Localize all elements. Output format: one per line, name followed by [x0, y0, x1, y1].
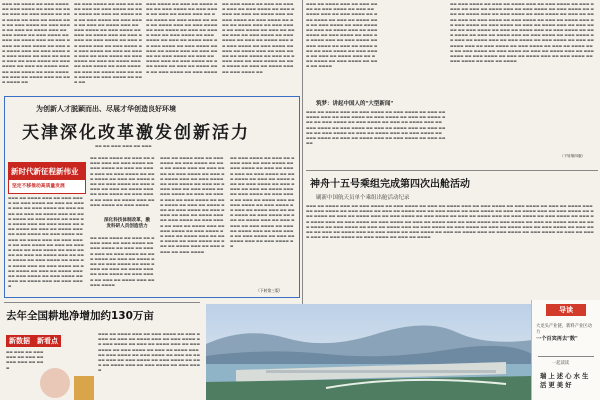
feature-text: ▬▬ ▬▬▬ ▬▬▬▬ ▬▬ ▬▬▬ ▬▬ ▬▬▬▬ ▬▬▬ ▬▬ ▬▬▬ ▬▬▬▬ ▬▬ ▬▬▬ ▬▬▬▬ ▬▬ ▬▬▬ ▬▬ ▬▬▬▬ ▬▬▬ ▬▬ ▬▬▬ ▬▬▬▬ ▬▬ ▬▬▬ ▬▬▬▬ ▬▬ ▬▬▬ ▬▬ ▬▬▬▬ ▬▬▬ ▬▬ ▬▬▬ ▬▬▬▬ ▬▬ ▬▬▬ ▬▬▬▬ ▬▬ ▬▬▬ ▬▬ ▬▬▬▬ ▬▬▬ ▬▬ ▬▬▬ ▬▬▬▬ ▬▬ ▬▬▬ ▬▬▬▬ ▬▬ ▬▬▬ ▬▬ ▬▬▬▬ ▬▬▬ ▬▬ ▬▬▬ ▬▬▬▬ ▬▬ ▬▬▬ ▬▬▬▬ ▬▬ ▬▬▬ ▬▬ ▬▬▬▬ ▬▬▬ ▬▬ ▬▬▬ ▬▬▬▬ ▬▬ ▬▬▬ ▬▬▬▬ ▬▬ ▬▬▬ ▬▬ ▬▬▬▬ ▬▬▬ ▬▬ ▬▬▬ ▬▬▬▬ ▬▬ ▬▬▬ ▬▬▬▬ ▬▬ ▬▬▬ ▬▬ ▬▬▬▬ ▬▬▬ ▬▬ ▬▬▬ ▬▬▬▬ ▬▬ ▬▬▬ ▬▬▬▬ ▬▬ ▬▬▬ ▬▬ ▬▬▬▬ ▬▬▬ ▬▬ ▬▬▬ ▬▬▬▬ ▬▬ — [230, 156, 295, 249]
feature-kicker: 为创新人才脱颖而出、尽展才华创造良好环境 — [36, 104, 176, 113]
caption: （下转第四版） — [560, 154, 586, 158]
feature-text: ▬▬▬ ▬▬ ▬▬▬▬ ▬▬▬ ▬▬ ▬▬▬ ▬▬▬▬ ▬▬ ▬▬▬ ▬▬▬▬ ▬▬ ▬▬▬ ▬▬ ▬▬▬▬ ▬▬▬ ▬▬ ▬▬▬ ▬▬▬▬ ▬▬ ▬▬▬ ▬▬▬▬ ▬▬ ▬▬▬ ▬▬ ▬▬▬▬ ▬▬▬ ▬▬ ▬▬▬ ▬▬▬▬ ▬▬ ▬▬▬ ▬▬▬▬ ▬▬ ▬▬▬ ▬▬ ▬▬▬▬ ▬▬▬ ▬▬ ▬▬▬ ▬▬▬▬ ▬▬ ▬▬▬ ▬▬▬▬ ▬▬ ▬▬▬ ▬▬ ▬▬▬▬ ▬▬▬ ▬▬ ▬▬▬ ▬▬▬▬ ▬▬ ▬▬▬ ▬▬▬▬ ▬▬ ▬▬▬ ▬▬ ▬▬▬▬ ▬▬▬ ▬▬ ▬▬▬ ▬▬▬▬ ▬▬ ▬▬▬ ▬▬▬▬ ▬▬ ▬▬▬ ▬▬ ▬▬▬▬ ▬▬▬ ▬▬ ▬▬▬ ▬▬▬▬ ▬▬ ▬▬▬ ▬▬▬▬ ▬▬ ▬▬▬ ▬▬ ▬▬▬▬ ▬▬▬ ▬▬ ▬▬▬ ▬▬▬▬ ▬▬ ▬▬▬ ▬▬▬▬ ▬▬ ▬▬▬ ▬▬ ▬▬▬▬ ▬▬▬ ▬▬ ▬▬▬ ▬▬▬▬ ▬▬ ▬▬▬ ▬▬▬▬ ▬▬ ▬▬▬ ▬▬ ▬▬▬▬ ▬▬▬ ▬▬ ▬▬▬ ▬▬▬▬ ▬▬ ▬▬▬ ▬▬▬▬ — [160, 156, 225, 254]
farmland-text: ▬▬▬ ▬▬ ▬▬▬▬ ▬▬▬ ▬▬ ▬▬▬ ▬▬▬▬ ▬▬ ▬▬▬ ▬▬▬▬ ▬▬ ▬▬▬ ▬▬ ▬▬▬▬ ▬▬▬ ▬▬ ▬▬▬ ▬▬▬▬ ▬▬ ▬▬▬ ▬▬▬▬ ▬▬ ▬▬▬ ▬▬ ▬▬▬▬ ▬▬▬ ▬▬ ▬▬▬ ▬▬▬▬ ▬▬ ▬▬▬ ▬▬▬▬ ▬▬ ▬▬▬ ▬▬ ▬▬▬▬ ▬▬▬ ▬▬ ▬▬▬ ▬▬▬▬ ▬▬ ▬▬▬ ▬▬▬▬ ▬▬ ▬▬▬ ▬▬ ▬▬▬▬ ▬▬▬ ▬▬ ▬▬▬ ▬▬▬▬ ▬▬ ▬▬▬ ▬▬▬▬ ▬▬ ▬▬▬ ▬▬ ▬▬▬▬ ▬▬▬ ▬▬ ▬▬▬ ▬▬▬▬ ▬▬ ▬▬▬ ▬▬▬▬ — [98, 332, 200, 373]
text-column: ▬▬ ▬▬▬ ▬▬▬▬ ▬▬ ▬▬▬ ▬▬ ▬▬▬▬ ▬▬▬ ▬▬ ▬▬▬ ▬▬▬▬ ▬▬ ▬▬▬ ▬▬▬▬ ▬▬ ▬▬▬ ▬▬ ▬▬▬▬ ▬▬▬ ▬▬ ▬▬▬ ▬▬▬▬ ▬▬ ▬▬▬ ▬▬▬▬ ▬▬ ▬▬▬ ▬▬ ▬▬▬▬ ▬▬▬ ▬▬ ▬▬▬ ▬▬▬▬ ▬▬ ▬▬▬ ▬▬▬▬ ▬▬ ▬▬▬ ▬▬ ▬▬▬▬ ▬▬▬ ▬▬ ▬▬▬ ▬▬▬▬ ▬▬ ▬▬▬ ▬▬▬▬ ▬▬ ▬▬▬ ▬▬ ▬▬▬▬ ▬▬▬ ▬▬ ▬▬▬ ▬▬▬▬ ▬▬ ▬▬▬ ▬▬▬▬ ▬▬ ▬▬▬ ▬▬ ▬▬▬▬ ▬▬▬ ▬▬ ▬▬▬ ▬▬▬▬ ▬▬ ▬▬▬ ▬▬▬▬ ▬▬ ▬▬▬ ▬▬ ▬▬▬▬ ▬▬▬ ▬▬ ▬▬▬ ▬▬▬▬ ▬▬ ▬▬▬ ▬▬▬▬ ▬▬ ▬▬▬ ▬▬ ▬▬▬▬ ▬▬▬ ▬▬ ▬▬▬ ▬▬▬▬ ▬▬ — [222, 2, 295, 74]
feature-text: ▬▬▬ ▬▬ ▬▬▬▬ ▬▬▬ ▬▬ ▬▬▬ ▬▬▬▬ ▬▬ ▬▬▬ ▬▬▬▬ ▬▬ ▬▬▬ ▬▬ ▬▬▬▬ ▬▬▬ ▬▬ ▬▬▬ ▬▬▬▬ ▬▬ ▬▬▬ ▬▬▬▬ ▬▬ ▬▬▬ ▬▬ ▬▬▬▬ ▬▬▬ ▬▬ ▬▬▬ ▬▬▬▬ ▬▬ ▬▬▬ ▬▬▬▬ ▬▬ ▬▬▬ ▬▬ ▬▬▬▬ ▬▬▬ ▬▬ ▬▬▬ ▬▬▬▬ ▬▬ ▬▬▬ ▬▬▬▬ ▬▬ ▬▬▬ ▬▬ ▬▬▬▬ ▬▬▬ ▬▬ ▬▬▬ ▬▬▬▬ ▬▬ ▬▬▬ ▬▬▬▬ ▬▬ ▬▬▬ ▬▬ ▬▬▬▬ ▬▬▬ ▬▬ ▬▬▬ ▬▬▬▬ ▬▬ ▬▬▬ ▬▬▬▬ ▬▬ ▬▬▬ ▬▬ ▬▬▬▬ ▬▬▬ ▬▬ ▬▬▬ ▬▬▬▬ ▬▬ ▬▬▬ ▬▬▬▬ ▬▬ ▬▬▬ ▬▬ ▬▬▬▬ ▬▬▬ ▬▬ ▬▬▬ ▬▬▬▬ ▬▬ ▬▬▬ ▬▬▬▬ ▬▬ ▬▬▬ ▬▬ ▬▬▬▬ ▬▬▬ ▬▬ ▬▬▬ ▬▬▬▬ ▬▬ ▬▬▬ ▬▬▬▬ ▬▬ ▬▬▬ ▬▬ ▬▬▬▬ ▬▬▬ ▬▬ ▬▬▬ ▬▬▬▬ ▬▬ ▬▬▬ ▬▬▬▬ ▬▬ ▬▬▬ ▬▬ ▬▬▬▬ ▬▬▬ ▬▬ ▬▬▬ ▬▬▬▬ — [8, 196, 84, 289]
infographic-bar — [74, 376, 94, 400]
dam-photo — [206, 304, 532, 400]
guide-item[interactable]: 瑞上述心水生活更美好 — [540, 372, 591, 389]
text-column: ▬▬ ▬▬▬ ▬▬▬▬ ▬▬ ▬▬▬ ▬▬ ▬▬▬▬ ▬▬▬ ▬▬ ▬▬▬ ▬▬▬▬ ▬▬ ▬▬▬ ▬▬▬▬ ▬▬ ▬▬▬ ▬▬ ▬▬▬▬ ▬▬▬ ▬▬ ▬▬▬ ▬▬▬▬ ▬▬ ▬▬▬ ▬▬▬▬ ▬▬ ▬▬▬ ▬▬ ▬▬▬▬ ▬▬▬ ▬▬ ▬▬▬ ▬▬▬▬ ▬▬ ▬▬▬ ▬▬▬▬ ▬▬ ▬▬▬ ▬▬ ▬▬▬▬ ▬▬▬ ▬▬ ▬▬▬ ▬▬▬▬ ▬▬ ▬▬▬ ▬▬▬▬ ▬▬ ▬▬▬ ▬▬ ▬▬▬▬ ▬▬▬ ▬▬ ▬▬▬ ▬▬▬▬ ▬▬ ▬▬▬ ▬▬▬▬ ▬▬ ▬▬▬ ▬▬ ▬▬▬▬ ▬▬▬ ▬▬ ▬▬▬ ▬▬▬▬ ▬▬ ▬▬▬ ▬▬▬▬ ▬▬ ▬▬▬ ▬▬ ▬▬▬▬ ▬▬▬ ▬▬ ▬▬▬ ▬▬▬▬ ▬▬ ▬▬▬ ▬▬▬▬ ▬▬ ▬▬▬ ▬▬ ▬▬▬▬ ▬▬▬ ▬▬ ▬▬▬ ▬▬▬▬ ▬▬ ▬▬▬ ▬▬▬▬ ▬▬ ▬▬▬ ▬▬ ▬▬▬▬ ▬▬▬ ▬▬ ▬▬▬ ▬▬▬▬ ▬▬ ▬▬▬ ▬▬▬▬ ▬▬ ▬▬▬ ▬▬ ▬▬▬▬ ▬▬▬ ▬▬ ▬▬▬ ▬▬▬▬ ▬▬ ▬▬▬ ▬▬▬▬ ▬▬ ▬▬▬ ▬▬ ▬▬▬▬ ▬▬▬ ▬▬ ▬▬▬ ▬▬▬▬ ▬▬ ▬▬▬ ▬▬▬▬ ▬▬ ▬▬▬ ▬▬ ▬▬▬▬ ▬▬▬ ▬▬ ▬▬▬ ▬▬▬▬ ▬▬ ▬▬▬ ▬▬▬▬ ▬▬ ▬▬▬ ▬▬ ▬▬▬▬ ▬▬▬ ▬▬ ▬▬▬ ▬▬▬▬ ▬▬ ▬▬▬ ▬▬▬▬ ▬▬ ▬▬▬ ▬▬ ▬▬▬▬ — [450, 2, 594, 64]
feature-text: ▬▬ ▬▬▬ ▬▬▬▬ ▬▬ ▬▬▬ ▬▬ ▬▬▬▬ ▬▬▬ ▬▬ ▬▬▬ ▬▬▬▬ ▬▬ ▬▬▬ ▬▬▬▬ ▬▬ ▬▬▬ ▬▬ ▬▬▬▬ ▬▬▬ ▬▬ ▬▬▬ ▬▬▬▬ ▬▬ ▬▬▬ ▬▬▬▬ ▬▬ ▬▬▬ ▬▬ ▬▬▬▬ ▬▬▬ ▬▬ ▬▬▬ ▬▬▬▬ ▬▬ ▬▬▬ ▬▬▬▬ ▬▬ ▬▬▬ ▬▬ ▬▬▬▬ ▬▬▬ ▬▬ ▬▬▬ ▬▬▬▬ ▬▬ ▬▬▬ ▬▬▬▬ ▬▬ ▬▬▬ ▬▬ ▬▬▬▬ ▬▬▬ ▬▬ ▬▬▬ ▬▬▬▬ — [90, 236, 155, 287]
feature-subhead: 深化科技体制改革，激发科研人员创造活力 — [104, 218, 150, 229]
infographic-chart — [40, 368, 70, 398]
text-column: ▬▬▬ ▬▬▬▬ ▬▬ ▬▬▬ ▬▬ ▬▬▬▬ ▬▬▬ ▬▬ ▬▬▬ ▬▬▬▬ ▬▬ ▬▬▬ ▬▬▬▬ ▬▬ ▬▬▬ ▬▬ ▬▬▬▬ ▬▬▬ ▬▬ ▬▬▬ ▬▬▬▬ ▬▬ ▬▬▬ ▬▬▬▬ ▬▬ ▬▬▬ ▬▬ ▬▬▬▬ ▬▬▬ ▬▬ ▬▬▬ ▬▬▬▬ ▬▬ ▬▬▬ ▬▬▬▬ ▬▬ ▬▬▬ ▬▬ ▬▬▬▬ ▬▬▬ ▬▬ ▬▬▬ ▬▬▬▬ ▬▬ ▬▬▬ ▬▬▬▬ ▬▬ ▬▬▬ ▬▬ ▬▬▬▬ ▬▬▬ ▬▬ ▬▬▬ ▬▬▬▬ ▬▬ ▬▬▬ ▬▬▬▬ ▬▬ ▬▬▬ ▬▬ ▬▬▬▬ ▬▬▬ ▬▬ ▬▬▬ ▬▬▬▬ ▬▬ ▬▬▬ ▬▬▬▬ ▬▬ ▬▬▬ ▬▬ ▬▬▬▬ ▬▬▬ ▬▬ ▬▬▬ ▬▬▬▬ ▬▬ ▬▬▬ ▬▬▬▬ ▬▬ ▬▬▬ ▬▬ ▬▬▬▬ ▬▬▬ ▬▬ ▬▬▬ ▬▬▬▬ ▬▬ ▬▬▬ ▬▬▬▬ — [146, 2, 218, 74]
section-rule — [306, 170, 598, 171]
guide-item[interactable]: 大龙头产业链，新料产业区动力 — [536, 324, 592, 335]
feature-headline: 天津深化改革激发创新活力 — [22, 123, 250, 143]
byline: ▬▬ ▬▬ ▬▬▬ ▬▬▬ ▬▬ ▬▬▬ — [95, 144, 152, 148]
guide-item[interactable]: 一个百宾再去"数" — [536, 336, 578, 342]
section-subhead: 筑梦：讲起中国人的"大型新闻" — [316, 101, 394, 107]
text-column: ▬▬▬ ▬▬ ▬▬▬▬ ▬▬▬ ▬▬ ▬▬▬ ▬▬▬▬ ▬▬ ▬▬▬ ▬▬▬▬ ▬▬ ▬▬▬ ▬▬ ▬▬▬▬ ▬▬▬ ▬▬ ▬▬▬ ▬▬▬▬ ▬▬ ▬▬▬ ▬▬▬▬ ▬▬ ▬▬▬ ▬▬ ▬▬▬▬ ▬▬▬ ▬▬ ▬▬▬ ▬▬▬▬ ▬▬ ▬▬▬ ▬▬▬▬ ▬▬ ▬▬▬ ▬▬ ▬▬▬▬ ▬▬▬ ▬▬ ▬▬▬ ▬▬▬▬ ▬▬ ▬▬▬ ▬▬▬▬ ▬▬ ▬▬▬ ▬▬ ▬▬▬▬ ▬▬▬ ▬▬ ▬▬▬ ▬▬▬▬ ▬▬ ▬▬▬ ▬▬▬▬ ▬▬ ▬▬▬ ▬▬ ▬▬▬▬ ▬▬▬ ▬▬ ▬▬▬ ▬▬▬▬ ▬▬ ▬▬▬ ▬▬▬▬ ▬▬ ▬▬▬ ▬▬ ▬▬▬▬ ▬▬▬ ▬▬ ▬▬▬ ▬▬▬▬ ▬▬ ▬▬▬ ▬▬▬▬ ▬▬ ▬▬▬ ▬▬ ▬▬▬▬ — [306, 2, 378, 69]
badge-subtitle: 坚定不移推动高质量发展 — [12, 184, 65, 189]
shenzhou-subhead: 刷新中国航天员单个乘组出舱活动纪录 — [316, 195, 410, 201]
guide-panel[interactable] — [531, 300, 600, 400]
feature-caption: （下转第三版） — [256, 288, 283, 293]
farmland-headline: 去年全国耕地净增加约130万亩 — [6, 310, 154, 322]
guide-title: 导读 — [546, 304, 586, 316]
guide-divider — [538, 356, 594, 357]
section-rule — [4, 302, 200, 303]
text-column: ▬▬▬ ▬▬ ▬▬▬▬ ▬▬ ▬▬▬ ▬▬▬▬ ▬▬ ▬▬▬ ▬▬▬▬ ▬▬ ▬▬▬ ▬▬ ▬▬▬▬ ▬▬▬ ▬▬ ▬▬▬ ▬▬▬▬ ▬▬ ▬▬▬ ▬▬▬▬ ▬▬ ▬▬▬ ▬▬ ▬▬▬▬ ▬▬▬ ▬▬ ▬▬▬ ▬▬▬▬ ▬▬ ▬▬▬ ▬▬▬▬ ▬▬ ▬▬▬ ▬▬ ▬▬▬▬ ▬▬▬ ▬▬ ▬▬▬ ▬▬▬▬ ▬▬ ▬▬▬ ▬▬▬▬ ▬▬ ▬▬▬ ▬▬ ▬▬▬▬ ▬▬▬ ▬▬ ▬▬▬ ▬▬▬▬ ▬▬ ▬▬▬ ▬▬▬▬ ▬▬ ▬▬▬ ▬▬ ▬▬▬▬ ▬▬▬ ▬▬ ▬▬▬ ▬▬▬▬ ▬▬ ▬▬▬ ▬▬▬▬ ▬▬ ▬▬▬ ▬▬ ▬▬▬▬ ▬▬▬ ▬▬ ▬▬▬ ▬▬▬▬ ▬▬ ▬▬▬ ▬▬▬▬ ▬▬ ▬▬▬ ▬▬ ▬▬▬▬ ▬▬▬ ▬▬ ▬▬▬ ▬▬▬▬ ▬▬ ▬▬▬ ▬▬▬▬ ▬▬ ▬▬▬ ▬▬ ▬▬▬▬ ▬▬▬ ▬▬ ▬▬▬ ▬▬▬▬ ▬▬ — [2, 2, 70, 85]
guide-item: 一起读读 — [552, 361, 570, 366]
badge-title: 新时代新征程新伟业 — [9, 163, 85, 180]
text-column: ▬▬▬ ▬▬ ▬▬▬▬ ▬▬▬ ▬▬ ▬▬▬ ▬▬▬▬ ▬▬ ▬▬▬ ▬▬▬▬ ▬▬ ▬▬▬ ▬▬ ▬▬▬▬ ▬▬▬ ▬▬ ▬▬▬ ▬▬▬▬ ▬▬ ▬▬▬ ▬▬▬▬ ▬▬ ▬▬▬ ▬▬ ▬▬▬▬ ▬▬▬ ▬▬ ▬▬▬ ▬▬▬▬ ▬▬ ▬▬▬ ▬▬▬▬ ▬▬ ▬▬▬ ▬▬ ▬▬▬▬ ▬▬▬ ▬▬ ▬▬▬ ▬▬▬▬ ▬▬ ▬▬▬ ▬▬▬▬ ▬▬ ▬▬▬ ▬▬ ▬▬▬▬ ▬▬▬ ▬▬ ▬▬▬ ▬▬▬▬ ▬▬ ▬▬▬ ▬▬▬▬ ▬▬ ▬▬▬ ▬▬ ▬▬▬▬ ▬▬▬ ▬▬ ▬▬▬ ▬▬▬▬ ▬▬ ▬▬▬ ▬▬▬▬ ▬▬ ▬▬▬ ▬▬ ▬▬▬▬ ▬▬▬ ▬▬ ▬▬▬ ▬▬▬▬ ▬▬ ▬▬▬ ▬▬▬▬ — [306, 110, 446, 146]
text-column: ▬▬▬ ▬▬ ▬▬▬▬ ▬▬▬ ▬▬ ▬▬▬ ▬▬▬▬ ▬▬ ▬▬▬ ▬▬▬▬ ▬▬ ▬▬▬ ▬▬ ▬▬▬▬ ▬▬▬ ▬▬ ▬▬▬ ▬▬▬▬ ▬▬ ▬▬▬ ▬▬▬▬ ▬▬ ▬▬▬ ▬▬ ▬▬▬▬ ▬▬▬ ▬▬ ▬▬▬ ▬▬▬▬ ▬▬ ▬▬▬ ▬▬▬▬ ▬▬ ▬▬▬ ▬▬ ▬▬▬▬ ▬▬▬ ▬▬ ▬▬▬ ▬▬▬▬ ▬▬ ▬▬▬ ▬▬▬▬ ▬▬ ▬▬▬ ▬▬ ▬▬▬▬ ▬▬▬ ▬▬ ▬▬▬ ▬▬▬▬ ▬▬ ▬▬▬ ▬▬▬▬ ▬▬ ▬▬▬ ▬▬ ▬▬▬▬ ▬▬▬ ▬▬ ▬▬▬ ▬▬▬▬ ▬▬ ▬▬▬ ▬▬▬▬ ▬▬ ▬▬▬ ▬▬ ▬▬▬▬ ▬▬▬ ▬▬ ▬▬▬ ▬▬▬▬ ▬▬ ▬▬▬ ▬▬▬▬ ▬▬ ▬▬▬ ▬▬ ▬▬▬▬ ▬▬▬ ▬▬ ▬▬▬ ▬▬▬▬ ▬▬ ▬▬▬ ▬▬▬▬ ▬▬ ▬▬▬ ▬▬ ▬▬▬▬ ▬▬▬ ▬▬ ▬▬▬ ▬▬▬▬ ▬▬ ▬▬▬ ▬▬▬▬ ▬▬ ▬▬▬ ▬▬ ▬▬▬▬ ▬▬▬ ▬▬ ▬▬▬ ▬▬▬▬ ▬▬ ▬▬▬ ▬▬▬▬ ▬▬ ▬▬▬ ▬▬ ▬▬▬▬ ▬▬▬ ▬▬ ▬▬▬ ▬▬▬▬ ▬▬ ▬▬▬ ▬▬▬▬ ▬▬ ▬▬▬ ▬▬ ▬▬▬▬ ▬▬▬ ▬▬ ▬▬▬ ▬▬▬▬ ▬▬ ▬▬▬ ▬▬▬▬ ▬▬ ▬▬▬ ▬▬ ▬▬▬▬ ▬▬▬ ▬▬ ▬▬▬ ▬▬▬▬ ▬▬ ▬▬▬ ▬▬▬▬ ▬▬ ▬▬▬ ▬▬ ▬▬▬▬ ▬▬▬ ▬▬ ▬▬▬ ▬▬▬▬ ▬▬ ▬▬▬ ▬▬▬▬ ▬▬ ▬▬▬ ▬▬ ▬▬▬▬ ▬▬▬ ▬▬ ▬▬▬ ▬▬▬▬ ▬▬ ▬▬▬ ▬▬▬▬ ▬▬ ▬▬▬ ▬▬ ▬▬▬▬ — [306, 204, 594, 240]
shenzhou-headline: 神舟十五号乘组完成第四次出舱活动 — [310, 179, 470, 190]
feature-text: ▬▬ ▬▬▬ ▬▬▬▬ ▬▬ ▬▬▬ ▬▬ ▬▬▬▬ ▬▬▬ ▬▬ ▬▬▬ ▬▬▬▬ ▬▬ ▬▬▬ ▬▬▬▬ ▬▬ ▬▬▬ ▬▬ ▬▬▬▬ ▬▬▬ ▬▬ ▬▬▬ ▬▬▬▬ ▬▬ ▬▬▬ ▬▬▬▬ ▬▬ ▬▬▬ ▬▬ ▬▬▬▬ ▬▬▬ ▬▬ ▬▬▬ ▬▬▬▬ ▬▬ ▬▬▬ ▬▬▬▬ ▬▬ ▬▬▬ ▬▬ ▬▬▬▬ ▬▬▬ ▬▬ ▬▬▬ ▬▬▬▬ ▬▬ ▬▬▬ ▬▬▬▬ ▬▬ ▬▬▬ ▬▬ ▬▬▬▬ ▬▬▬ ▬▬ ▬▬▬ ▬▬▬▬ ▬▬ ▬▬▬ ▬▬▬▬ — [90, 156, 155, 207]
farmland-text: ▬▬ ▬▬▬ ▬▬ ▬▬▬ ▬▬▬ ▬▬ ▬▬▬ ▬▬ ▬▬▬ ▬▬▬ ▬▬ ▬▬▬ — [6, 350, 44, 370]
feature-badge — [8, 162, 86, 194]
farmland-tag: 新数据 新看点 — [6, 335, 61, 347]
text-column: ▬▬ ▬▬▬ ▬▬▬▬ ▬▬ ▬▬▬ ▬▬ ▬▬▬▬ ▬▬▬ ▬▬ ▬▬▬ ▬▬▬▬ ▬▬ ▬▬▬ ▬▬▬▬ ▬▬ ▬▬▬ ▬▬ ▬▬▬▬ ▬▬▬ ▬▬ ▬▬▬ ▬▬▬▬ ▬▬ ▬▬▬ ▬▬▬▬ ▬▬ ▬▬▬ ▬▬ ▬▬▬▬ ▬▬▬ ▬▬ ▬▬▬ ▬▬▬▬ ▬▬ ▬▬▬ ▬▬▬▬ ▬▬ ▬▬▬ ▬▬ ▬▬▬▬ ▬▬▬ ▬▬ ▬▬▬ ▬▬▬▬ ▬▬ ▬▬▬ ▬▬▬▬ ▬▬ ▬▬▬ ▬▬ ▬▬▬▬ ▬▬▬ ▬▬ ▬▬▬ ▬▬▬▬ ▬▬ ▬▬▬ ▬▬▬▬ ▬▬ ▬▬▬ ▬▬ ▬▬▬▬ ▬▬▬ ▬▬ ▬▬▬ ▬▬▬▬ ▬▬ ▬▬▬ ▬▬▬▬ ▬▬ ▬▬▬ ▬▬ ▬▬▬▬ ▬▬▬ ▬▬ ▬▬▬ ▬▬▬▬ ▬▬ ▬▬▬ ▬▬▬▬ ▬▬ ▬▬▬ ▬▬ ▬▬▬▬ ▬▬▬ ▬▬ ▬▬▬ ▬▬▬▬ ▬▬ ▬▬▬ ▬▬▬▬ ▬▬ ▬▬▬ ▬▬ — [74, 2, 142, 85]
